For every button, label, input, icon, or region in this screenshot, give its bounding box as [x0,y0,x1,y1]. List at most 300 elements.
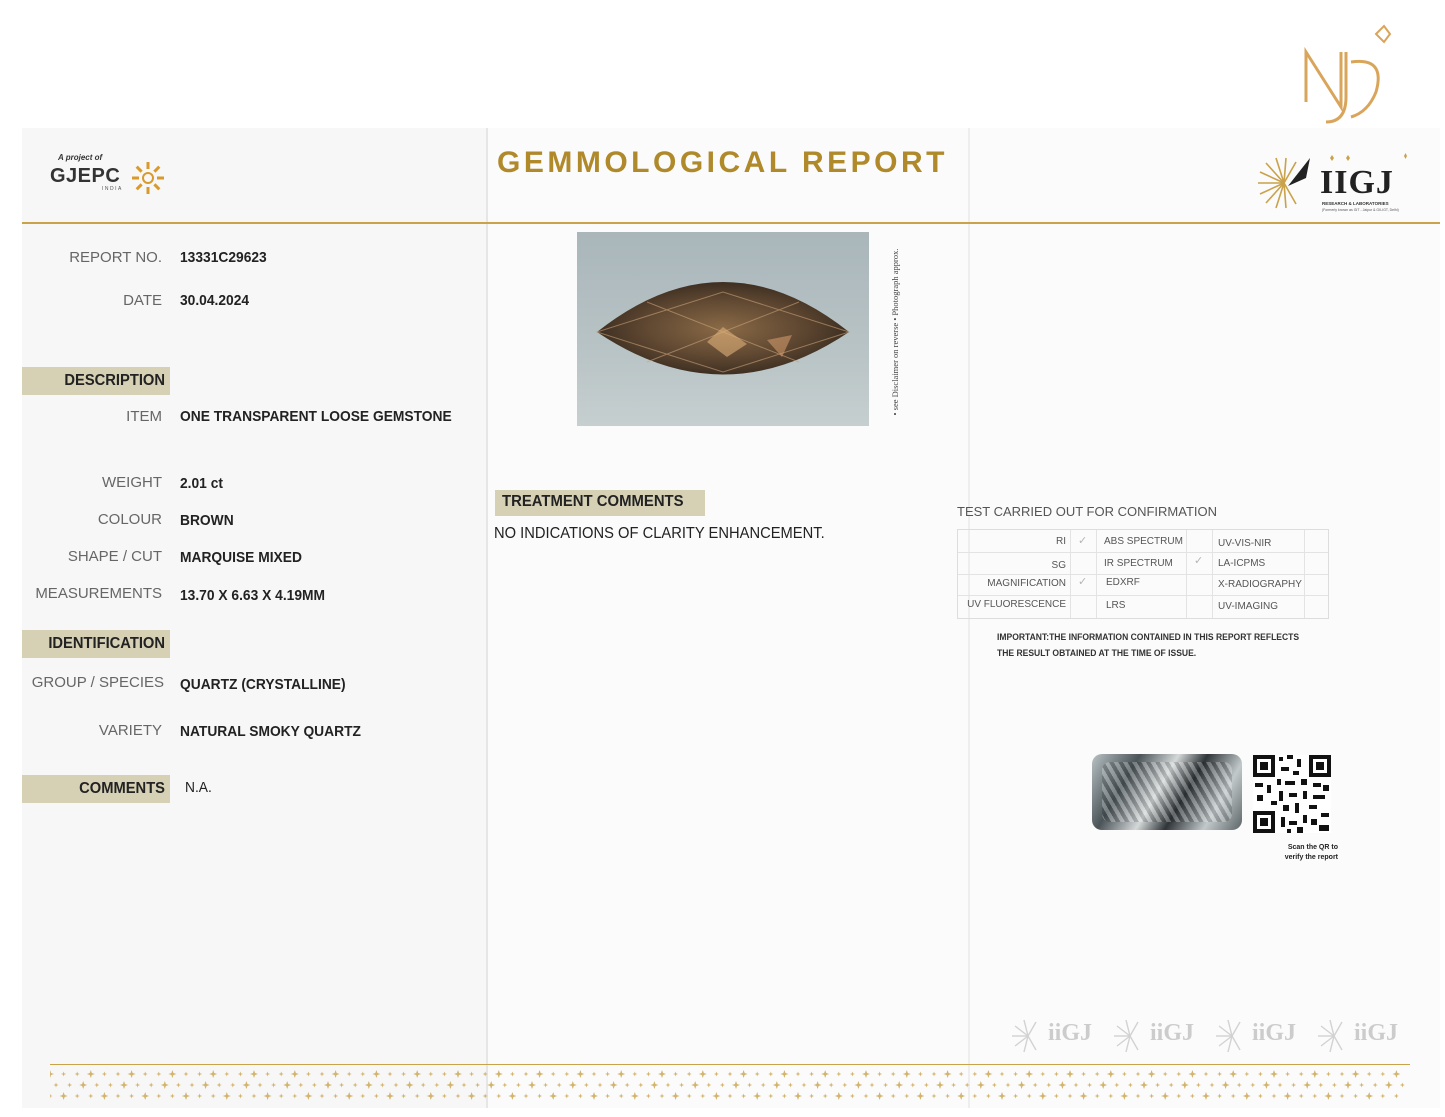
star-icon [631,1092,639,1100]
star-icon [176,1083,181,1088]
star-icon [788,1083,793,1088]
star-icon [876,1092,884,1100]
star-icon [156,1072,161,1077]
star-icon [706,1083,711,1088]
star-icon [1027,1094,1032,1099]
variety-label: VARIETY [98,722,162,739]
star-icon [230,1083,235,1088]
item-value: ONE TRANSPARENT LOOSE GEMSTONE [180,408,452,425]
test-ir-spectrum: IR SPECTRUM [1104,558,1173,569]
star-icon [1332,1083,1337,1088]
star-icon [691,1081,699,1089]
star-icon [605,1072,610,1077]
gjepc-project-text: A project of [58,153,103,162]
star-icon [1299,1094,1304,1099]
star-icon [468,1092,476,1100]
star-icon [184,1072,189,1077]
star-icon [796,1072,801,1077]
star-icon [345,1092,353,1100]
star-icon [1231,1094,1236,1099]
star-icon [428,1072,433,1077]
star-icon [1108,1094,1113,1099]
star-icon [1018,1081,1026,1089]
star-icon [1066,1070,1074,1078]
star-icon [469,1072,474,1077]
star-icon [728,1094,733,1099]
star-icon [1155,1083,1160,1088]
star-icon [1054,1072,1059,1077]
star-icon [1385,1081,1393,1089]
star-icon [475,1083,480,1088]
star-icon [720,1083,725,1088]
test-magnification: MAGNIFICATION [987,578,1066,589]
star-icon [712,1092,720,1100]
measurements-label: MEASUREMENTS [35,585,162,602]
star-icon [1324,1092,1332,1100]
star-icon [75,1072,80,1077]
star-icon [365,1081,373,1089]
important-note [997,630,1303,662]
star-icon [646,1072,651,1077]
star-icon [1149,1094,1154,1099]
star-icon [388,1072,393,1077]
gjepc-name: GJEPC [50,165,121,187]
star-icon [584,1083,589,1088]
qr-caption-line2: verify the report [1284,854,1338,861]
star-icon [149,1083,154,1088]
variety-value: NATURAL SMOKY QUARTZ [180,723,361,740]
star-icon [197,1072,202,1077]
star-icon [549,1092,557,1100]
weight-label: WEIGHT [102,474,162,491]
iigj-watermark [1316,1018,1406,1054]
star-icon [1176,1094,1181,1099]
star-icon [347,1072,352,1077]
star-icon [1148,1070,1156,1078]
star-icon [1033,1083,1038,1088]
test-ri: RI [1056,536,1066,547]
star-icon [617,1070,625,1078]
star-icon [1229,1070,1237,1078]
important-label: IMPORTANT: [997,632,1050,643]
star-icon [1181,1081,1189,1089]
star-icon [510,1072,515,1077]
star-icon [1122,1072,1127,1077]
star-icon [918,1072,923,1077]
star-icon [610,1081,618,1089]
star-icon [569,1081,577,1089]
star-icon [75,1094,80,1099]
star-icon [209,1070,217,1078]
star-icon [333,1094,338,1099]
star-icon [1161,1092,1169,1100]
star-icon [732,1081,740,1089]
star-icon [94,1083,99,1088]
star-icon [487,1081,495,1089]
star-icon [141,1092,149,1100]
star-icon [932,1094,937,1099]
left-panel [22,128,486,1108]
star-icon [977,1081,985,1089]
star-icon [842,1083,847,1088]
star-icon [700,1094,705,1099]
star-icon [891,1072,896,1077]
star-icon [116,1094,121,1099]
star-icon [1394,1094,1399,1099]
watermark-text: iiGJ [1354,1020,1399,1046]
star-icon [1013,1072,1018,1077]
star-icon [679,1083,684,1088]
test-lrs: LRS [1106,600,1126,611]
star-icon [619,1094,624,1099]
star-icon [714,1072,719,1077]
star-icon [1058,1081,1066,1089]
star-icon [320,1094,325,1099]
shape-value: MARQUISE MIXED [180,549,302,566]
iigj-name: IIGJ [1320,164,1394,201]
star-icon [190,1083,195,1088]
star-icon [883,1083,888,1088]
star-icon [944,1070,952,1078]
star-icon [646,1094,651,1099]
star-icon [1013,1094,1018,1099]
star-icon [768,1072,773,1077]
star-icon [129,1094,134,1099]
star-icon [168,1070,176,1078]
star-icon [483,1072,488,1077]
star-icon [406,1081,414,1089]
star-icon [88,1094,93,1099]
star-icon [1025,1070,1033,1078]
star-icon [128,1070,136,1078]
star-icon [161,1081,169,1089]
star-icon [773,1081,781,1089]
star-icon [578,1094,583,1099]
star-icon [564,1094,569,1099]
star-icon [1095,1072,1100,1077]
star-icon [1128,1083,1133,1088]
star-icon [306,1072,311,1077]
star-icon [761,1083,766,1088]
star-icon [984,1070,992,1078]
star-icon [87,1070,95,1078]
star-icon [782,1094,787,1099]
star-icon [854,1081,862,1089]
star-icon [291,1070,299,1078]
star-icon [1217,1072,1222,1077]
star-icon [1176,1072,1181,1077]
star-icon [298,1083,303,1088]
qr-code[interactable] [1253,755,1331,833]
nj-logo [1296,22,1396,132]
star-icon [998,1092,1006,1100]
star-icon [442,1072,447,1077]
star-icon [1318,1083,1323,1088]
test-sg: SG [1051,560,1066,571]
star-icon [1352,1070,1360,1078]
star-icon [1262,1081,1270,1089]
star-icon [650,1081,658,1089]
star-icon [50,1094,53,1099]
star-icon [1380,1094,1385,1099]
star-icon [1299,1072,1304,1077]
comments-value: N.A. [185,779,212,796]
star-icon [238,1094,243,1099]
star-icon [1095,1094,1100,1099]
footer-star-pattern [50,1068,1410,1104]
star-icon [360,1094,365,1099]
star-icon [332,1070,340,1078]
star-icon [401,1094,406,1099]
star-icon [592,1072,597,1077]
test-uv-fluorescence: UV FLUORESCENCE [967,599,1066,610]
photo-disclaimer [880,232,910,432]
star-icon [836,1072,841,1077]
star-icon [794,1092,802,1100]
star-icon [870,1083,875,1088]
star-icon [50,1070,54,1078]
star-icon [271,1083,276,1088]
colour-value: BROWN [180,512,234,529]
treatment-text: NO INDICATIONS OF CLARITY ENHANCEMENT. [494,525,825,542]
star-icon [1040,1072,1045,1077]
star-icon [590,1092,598,1100]
photo-disclaimer-text: • see Disclaimer on reverse • Photograph approx. [890,248,900,416]
fold-line [486,128,488,1108]
star-icon [945,1094,950,1099]
star-icon [660,1094,665,1099]
star-icon [1284,1092,1292,1100]
star-icon [904,1094,909,1099]
star-icon [576,1070,584,1078]
comments-heading: COMMENTS [79,780,165,797]
colour-label: COLOUR [97,511,162,528]
check-icon: ✓ [1194,555,1204,567]
star-icon [1353,1094,1358,1099]
star-icon [508,1092,516,1100]
star-icon [401,1072,406,1077]
star-icon [102,1072,107,1077]
star-icon [386,1092,394,1100]
star-icon [1311,1070,1319,1078]
star-icon [1237,1083,1242,1088]
star-icon [891,1094,896,1099]
star-icon [632,1072,637,1077]
star-icon [862,1070,870,1078]
iigj-tagline: (Formerly known as GIT - Jaipur & GII-IGT, Delhi) [1322,208,1399,212]
star-icon [1190,1094,1195,1099]
star-icon [821,1070,829,1078]
iigj-watermark [1214,1018,1304,1054]
star-icon [809,1094,814,1099]
star-icon [374,1094,379,1099]
star-icon [1000,1072,1005,1077]
star-icon [972,1094,977,1099]
check-icon: ✓ [1078,576,1088,588]
star-icon [1278,1083,1283,1088]
star-icon [1303,1081,1311,1089]
star-icon [1291,1083,1296,1088]
star-icon [924,1083,929,1088]
date-value: 30.04.2024 [180,292,250,309]
star-icon [135,1083,140,1088]
star-icon [524,1072,529,1077]
star-icon [658,1070,666,1078]
report-no-value: 13331C29623 [180,249,267,266]
star-icon [802,1083,807,1088]
star-icon [741,1094,746,1099]
star-icon [1006,1083,1011,1088]
star-icon [116,1072,121,1077]
star-icon [536,1070,544,1078]
star-icon [1258,1072,1263,1077]
test-uv-imaging: UV-IMAGING [1218,601,1279,612]
item-label: ITEM [126,408,162,425]
star-icon [1136,1094,1141,1099]
star-icon [1359,1083,1364,1088]
star-icon [1222,1081,1230,1089]
weight-value: 2.01 ct [180,475,223,492]
star-icon [483,1094,488,1099]
star-icon [965,1083,970,1088]
star-icon [292,1094,297,1099]
star-icon [1400,1083,1405,1088]
star-icon [687,1094,692,1099]
star-icon [380,1083,385,1088]
description-heading: DESCRIPTION [64,372,165,389]
star-icon [598,1083,603,1088]
star-icon [495,1070,503,1078]
star-icon [1250,1083,1255,1088]
star-icon [312,1083,317,1088]
star-icon [903,1070,911,1078]
iigj-watermark [1010,1018,1100,1054]
star-icon [120,1081,128,1089]
star-icon [1312,1094,1317,1099]
star-icon [1087,1083,1092,1088]
star-icon [446,1081,454,1089]
star-icon [895,1081,903,1089]
star-icon [100,1092,108,1100]
star-icon [279,1072,284,1077]
star-icon [564,1072,569,1077]
star-icon [1039,1092,1047,1100]
group-label: GROUP / SPECIES [31,674,164,691]
star-icon [1107,1070,1115,1078]
iigj-subtitle: RESEARCH & LABORATORIES [1322,201,1389,206]
star-icon [951,1083,956,1088]
star-icon [809,1072,814,1077]
star-icon [1120,1092,1128,1100]
star-icon [516,1083,521,1088]
star-icon [1392,1070,1400,1078]
star-icon [699,1070,707,1078]
measurements-value: 13.70 X 6.63 X 4.19MM [180,587,326,604]
star-icon [551,1072,556,1077]
report-title: GEMMOLOGICAL REPORT [497,146,948,179]
star-icon [1202,1092,1210,1100]
gemstone-photo [577,232,869,426]
star-icon [156,1094,161,1099]
star-icon [258,1083,263,1088]
star-icon [61,1072,66,1077]
star-icon [339,1083,344,1088]
star-icon [304,1092,312,1100]
tests-table [957,529,1329,619]
star-icon [242,1081,250,1089]
star-icon [456,1094,461,1099]
star-icon [79,1081,87,1089]
hologram-sticker [1092,754,1242,830]
footer-divider [50,1064,1410,1065]
star-icon [829,1083,834,1088]
star-icon [673,1072,678,1077]
star-icon [1136,1072,1141,1077]
star-icon [666,1083,671,1088]
watermark-text: iiGJ [1048,1020,1093,1046]
star-icon [625,1083,630,1088]
star-icon [936,1081,944,1089]
star-icon [1196,1083,1201,1088]
star-icon [605,1094,610,1099]
test-la-icpms: LA-ICPMS [1218,558,1266,569]
star-icon [1169,1083,1174,1088]
star-icon [753,1092,761,1100]
star-icon [67,1083,72,1088]
star-icon [1258,1094,1263,1099]
star-icon [932,1072,937,1077]
star-icon [1365,1092,1373,1100]
star-icon [747,1083,752,1088]
star-icon [959,1072,964,1077]
star-icon [916,1092,924,1100]
header-divider [22,222,1440,224]
star-icon [182,1092,190,1100]
qr-caption [1262,843,1338,863]
watermark-text: iiGJ [1150,1020,1195,1046]
star-icon [1204,1072,1209,1077]
star-icon [957,1092,965,1100]
star-icon [1373,1083,1378,1088]
star-icon [1367,1072,1372,1077]
watermark-text: iiGJ [1252,1020,1297,1046]
star-icon [835,1092,843,1100]
star-icon [143,1072,148,1077]
star-icon [768,1094,773,1099]
star-icon [1099,1081,1107,1089]
star-icon [910,1083,915,1088]
shape-label: SHAPE / CUT [67,548,162,565]
test-edxrf: EDXRF [1106,577,1140,588]
star-icon [324,1081,332,1089]
star-icon [217,1083,222,1088]
star-icon [850,1072,855,1077]
date-label: DATE [123,292,162,309]
star-icon [850,1094,855,1099]
star-icon [672,1092,680,1100]
star-icon [421,1083,426,1088]
star-icon [283,1081,291,1089]
star-icon [1081,1072,1086,1077]
star-icon [320,1072,325,1077]
star-icon [1380,1072,1385,1077]
gjepc-sun-icon [130,160,166,196]
star-icon [1244,1072,1249,1077]
star-icon [415,1094,420,1099]
star-icon [728,1072,733,1077]
star-icon [780,1070,788,1078]
test-abs-spectrum: ABS SPECTRUM [1104,536,1183,547]
